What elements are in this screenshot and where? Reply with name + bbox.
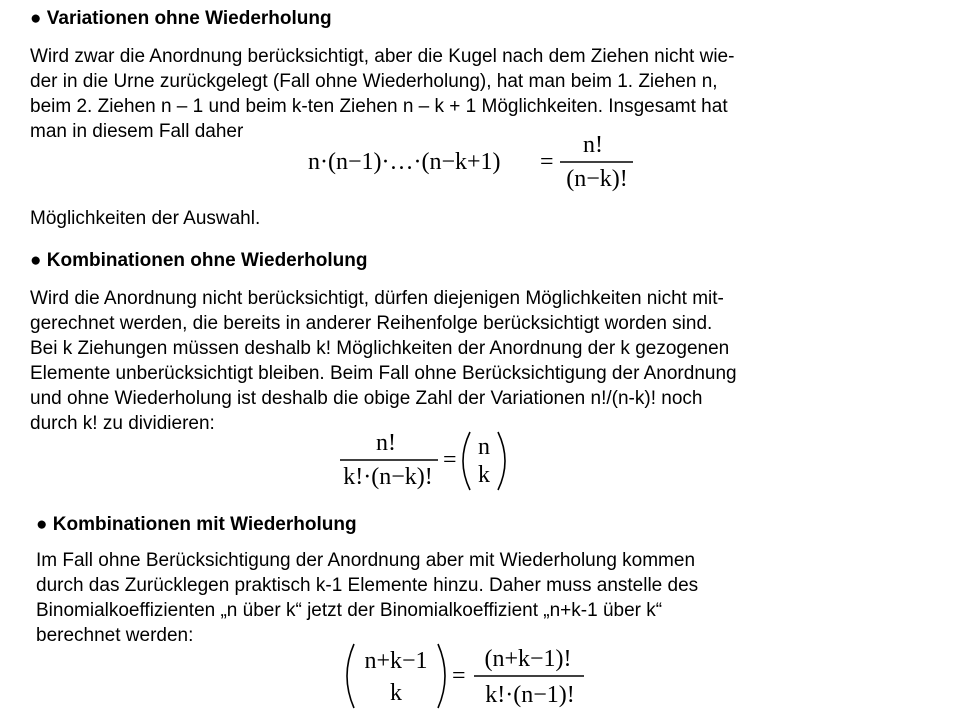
formula-denominator: (n−k)! bbox=[566, 166, 628, 192]
section-heading-variationen-ohne-wiederholung: ● Variationen ohne Wiederholung bbox=[30, 8, 332, 29]
formula-numerator: n! bbox=[583, 132, 603, 158]
section-heading-kombinationen-ohne-wiederholung: ● Kombinationen ohne Wiederholung bbox=[30, 250, 368, 271]
formula-kombinationen-mit bbox=[340, 640, 600, 717]
paragraph-line: durch k! zu dividieren: bbox=[30, 413, 215, 434]
paragraph-line: durch das Zurücklegen praktisch k-1 Elemente hinzu. Daher muss anstelle des bbox=[36, 575, 699, 596]
paragraph-line: berechnet werden: bbox=[36, 625, 194, 646]
paragraph-line: der in die Urne zurückgelegt (Fall ohne Wiederholung), hat man beim 1. Ziehen n, bbox=[30, 71, 718, 92]
paragraph-line: Bei k Ziehungen müssen deshalb k! Möglichkeiten der Anordnung der k gezogenen bbox=[30, 338, 730, 359]
binomial-left-paren bbox=[347, 644, 354, 708]
formula-numerator: n! bbox=[376, 430, 396, 456]
paragraph-kombinationen-mit bbox=[36, 548, 856, 648]
formula-equals: = bbox=[540, 149, 554, 175]
binomial-top: n+k−1 bbox=[364, 648, 428, 674]
binomial-bottom: k bbox=[390, 680, 402, 706]
formula-kombinationen-ohne bbox=[338, 428, 508, 499]
paragraph-variationen bbox=[30, 44, 910, 144]
paragraph-line: man in diesem Fall daher bbox=[30, 121, 244, 142]
paragraph-line: Wird die Anordnung nicht berücksichtigt, dürfen diejenigen Möglichkeiten nicht mit- bbox=[30, 288, 724, 309]
formula-lhs: n·(n−1)·…·(n−k+1) bbox=[308, 149, 501, 175]
paragraph-line: gerechnet werden, die bereits in anderer Reihenfolge berücksichtigt worden sind. bbox=[30, 313, 713, 334]
formula-equals: = bbox=[443, 447, 457, 473]
paragraph-line: beim 2. Ziehen n – 1 und beim k-ten Ziehen n – k + 1 Möglichkeiten. Insgesamt hat bbox=[30, 96, 728, 117]
binomial-right-paren bbox=[438, 644, 445, 708]
paragraph-line: Im Fall ohne Berücksichtigung der Anordnung aber mit Wiederholung kommen bbox=[36, 550, 696, 571]
paragraph-line: Wird zwar die Anordnung berücksichtigt, aber die Kugel nach dem Ziehen nicht wie- bbox=[30, 46, 735, 67]
paragraph-line: und ohne Wiederholung ist deshalb die obige Zahl der Variationen n!/(n-k)! noch bbox=[30, 388, 703, 409]
binomial-bottom: k bbox=[478, 462, 490, 488]
formula-variationen bbox=[308, 130, 648, 197]
section-heading-kombinationen-mit-wiederholung: ● Kombinationen mit Wiederholung bbox=[36, 514, 357, 535]
binomial-left-paren bbox=[463, 432, 470, 490]
formula-equals: = bbox=[452, 663, 466, 689]
paragraph-line: Elemente unberücksichtigt bleiben. Beim Fall ohne Berücksichtigung der Anordnung bbox=[30, 363, 737, 384]
paragraph-line: Binomialkoeffizienten „n über k“ jetzt der Binomialkoeffizient „n+k-1 über k“ bbox=[36, 600, 663, 621]
paragraph-kombinationen-ohne bbox=[30, 286, 910, 436]
binomial-right-paren bbox=[498, 432, 505, 490]
formula-denominator: k!·(n−k)! bbox=[343, 464, 433, 490]
trailing-text: Möglichkeiten der Auswahl. bbox=[30, 208, 261, 229]
formula-numerator: (n+k−1)! bbox=[484, 646, 572, 672]
formula-denominator: k!·(n−1)! bbox=[485, 682, 575, 708]
binomial-top: n bbox=[478, 434, 490, 460]
